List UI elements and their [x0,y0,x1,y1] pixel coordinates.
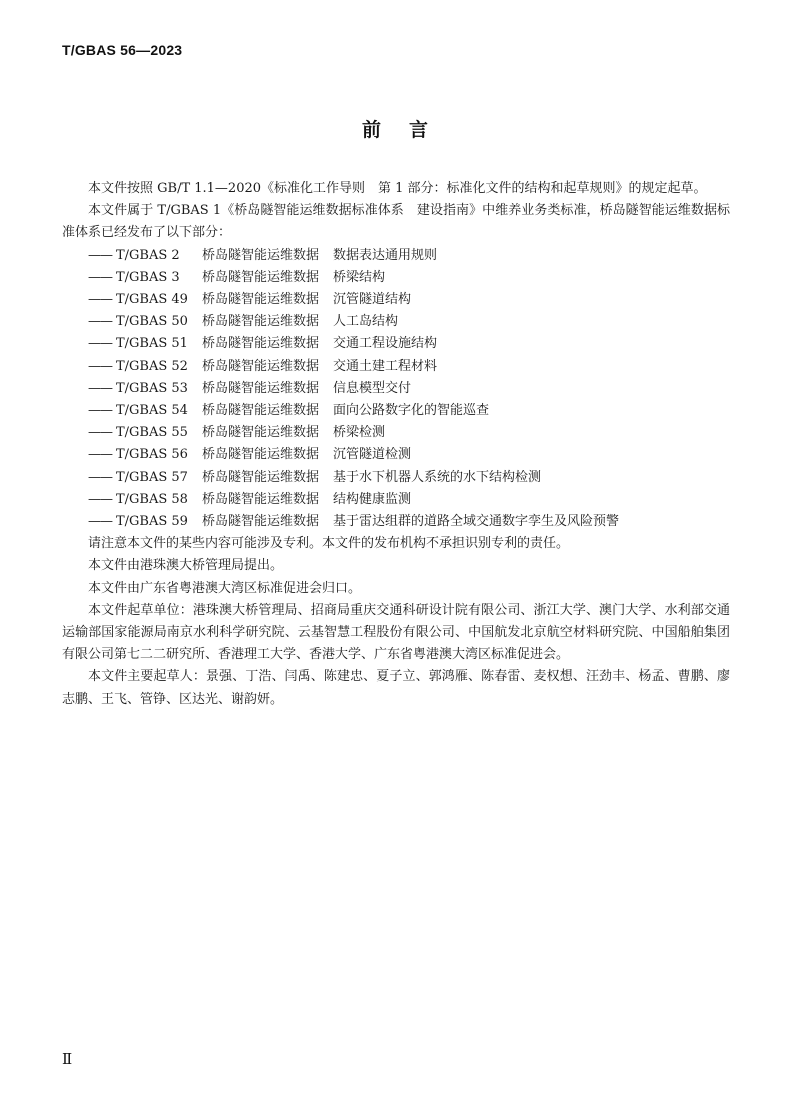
standard-code: T/GBAS 51 [116,336,188,352]
standard-series: 桥岛隧智能运维数据 [202,469,320,485]
list-item [62,511,730,533]
standard-series: 桥岛隧智能运维数据 [202,336,320,352]
list-dash: —— [88,425,112,441]
page-number: Ⅱ [62,1050,73,1068]
list-item [62,489,730,511]
list-dash: —— [88,336,112,352]
standard-part-name: 沉管隧道检测 [333,447,412,463]
list-item [62,311,730,333]
list-dash: —— [88,292,112,308]
standard-code: T/GBAS 49 [116,292,188,308]
standard-part-name: 基于雷达组群的道路全域交通数字孪生及风险预警 [333,514,620,530]
standard-code: T/GBAS 52 [116,358,188,374]
standard-code: T/GBAS 59 [116,514,188,530]
standard-code: T/GBAS 57 [116,469,188,485]
standard-series: 桥岛隧智能运维数据 [202,447,320,463]
list-item [62,356,730,378]
paragraph-drafting-units: 本文件起草单位：港珠澳大桥管理局、招商局重庆交通科研设计院有限公司、浙江大学、澳门大学、水利部交通运输部国家能源局南京水利科学研究院、云基智慧工程股份有限公司、中国航发北京航空材料研究院、中国船舶集团有限公司第七二二研究所、香港理工大学、香港大学、广东省粤港澳大湾区标准促进会。 [62,602,730,663]
list-item [62,267,730,289]
standard-series: 桥岛隧智能运维数据 [202,314,320,330]
standard-code: T/GBAS 55 [116,425,188,441]
list-dash: —— [88,314,112,330]
standard-part-name: 桥梁结构 [333,269,386,285]
paragraph-patent-notice: 请注意本文件的某些内容可能涉及专利。本文件的发布机构不承担识别专利的责任。 [88,536,570,552]
paragraph-drafting-rule: 本文件按照 GB/T 1.1—2020《标准化工作导则 第 1 部分：标准化文件的结构和起草规则》的规定起草。 [88,181,707,196]
paragraph-drafters: 本文件主要起草人：景强、丁浩、闫禹、陈建忠、夏子立、郭鸿雁、陈春雷、麦权想、汪劲丰、杨孟、曹鹏、廖志鹏、王飞、管铮、区达光、谢韵妍。 [62,669,730,707]
list-item [62,400,730,422]
list-item [62,333,730,355]
standard-series: 桥岛隧智能运维数据 [202,403,320,419]
standard-part-name: 数据表达通用规则 [333,247,438,263]
standard-code: T/GBAS 56 [116,447,188,463]
list-dash: —— [88,469,112,485]
list-item [62,467,730,489]
list-item [62,422,730,444]
list-dash: —— [88,380,112,396]
standard-part-name: 面向公路数字化的智能巡查 [333,403,490,419]
list-dash: —— [88,358,112,374]
standard-part-name: 桥梁检测 [333,425,386,441]
list-item [62,289,730,311]
standard-part-name: 交通土建工程材料 [333,358,438,374]
standard-series: 桥岛隧智能运维数据 [202,380,320,396]
list-item [62,245,730,267]
standard-series: 桥岛隧智能运维数据 [202,514,320,530]
paragraph-administrator: 本文件由广东省粤港澳大湾区标准促进会归口。 [88,580,362,596]
page-title: 前言 [361,119,456,141]
list-item [62,378,730,400]
standard-series: 桥岛隧智能运维数据 [202,292,320,308]
standard-part-name: 沉管隧道结构 [333,292,412,308]
standard-code: T/GBAS 50 [116,314,188,330]
paragraph-proposer: 本文件由港珠澳大桥管理局提出。 [88,558,284,574]
standard-series: 桥岛隧智能运维数据 [202,425,320,441]
standard-series: 桥岛隧智能运维数据 [202,247,320,263]
standard-part-name: 信息模型交付 [333,380,412,396]
standard-part-name: 人工岛结构 [333,314,399,330]
document-code: T/GBAS 56—2023 [62,42,183,58]
paragraph-standard-system: 本文件属于 T/GBAS 1《桥岛隧智能运维数据标准体系 建设指南》中维养业务类标准，桥岛隧智能运维数据标准体系已经发布了以下部分： [62,203,730,241]
list-item [62,444,730,466]
standard-part-name: 交通工程设施结构 [333,336,438,352]
standard-code: T/GBAS 2 [116,247,180,263]
list-dash: —— [88,447,112,463]
list-dash: —— [88,403,112,419]
standard-series: 桥岛隧智能运维数据 [202,491,320,507]
list-dash: —— [88,491,112,507]
list-dash: —— [88,269,112,285]
published-parts-list [62,245,730,534]
list-dash: —— [88,514,112,530]
standard-part-name: 结构健康监测 [333,491,412,507]
standard-series: 桥岛隧智能运维数据 [202,269,320,285]
list-dash: —— [88,247,112,263]
standard-part-name: 基于水下机器人系统的水下结构检测 [333,469,542,485]
standard-code: T/GBAS 54 [116,403,188,419]
document-body [62,178,730,711]
standard-code: T/GBAS 3 [116,269,180,285]
standard-code: T/GBAS 58 [116,491,188,507]
standard-code: T/GBAS 53 [116,380,188,396]
standard-series: 桥岛隧智能运维数据 [202,358,320,374]
